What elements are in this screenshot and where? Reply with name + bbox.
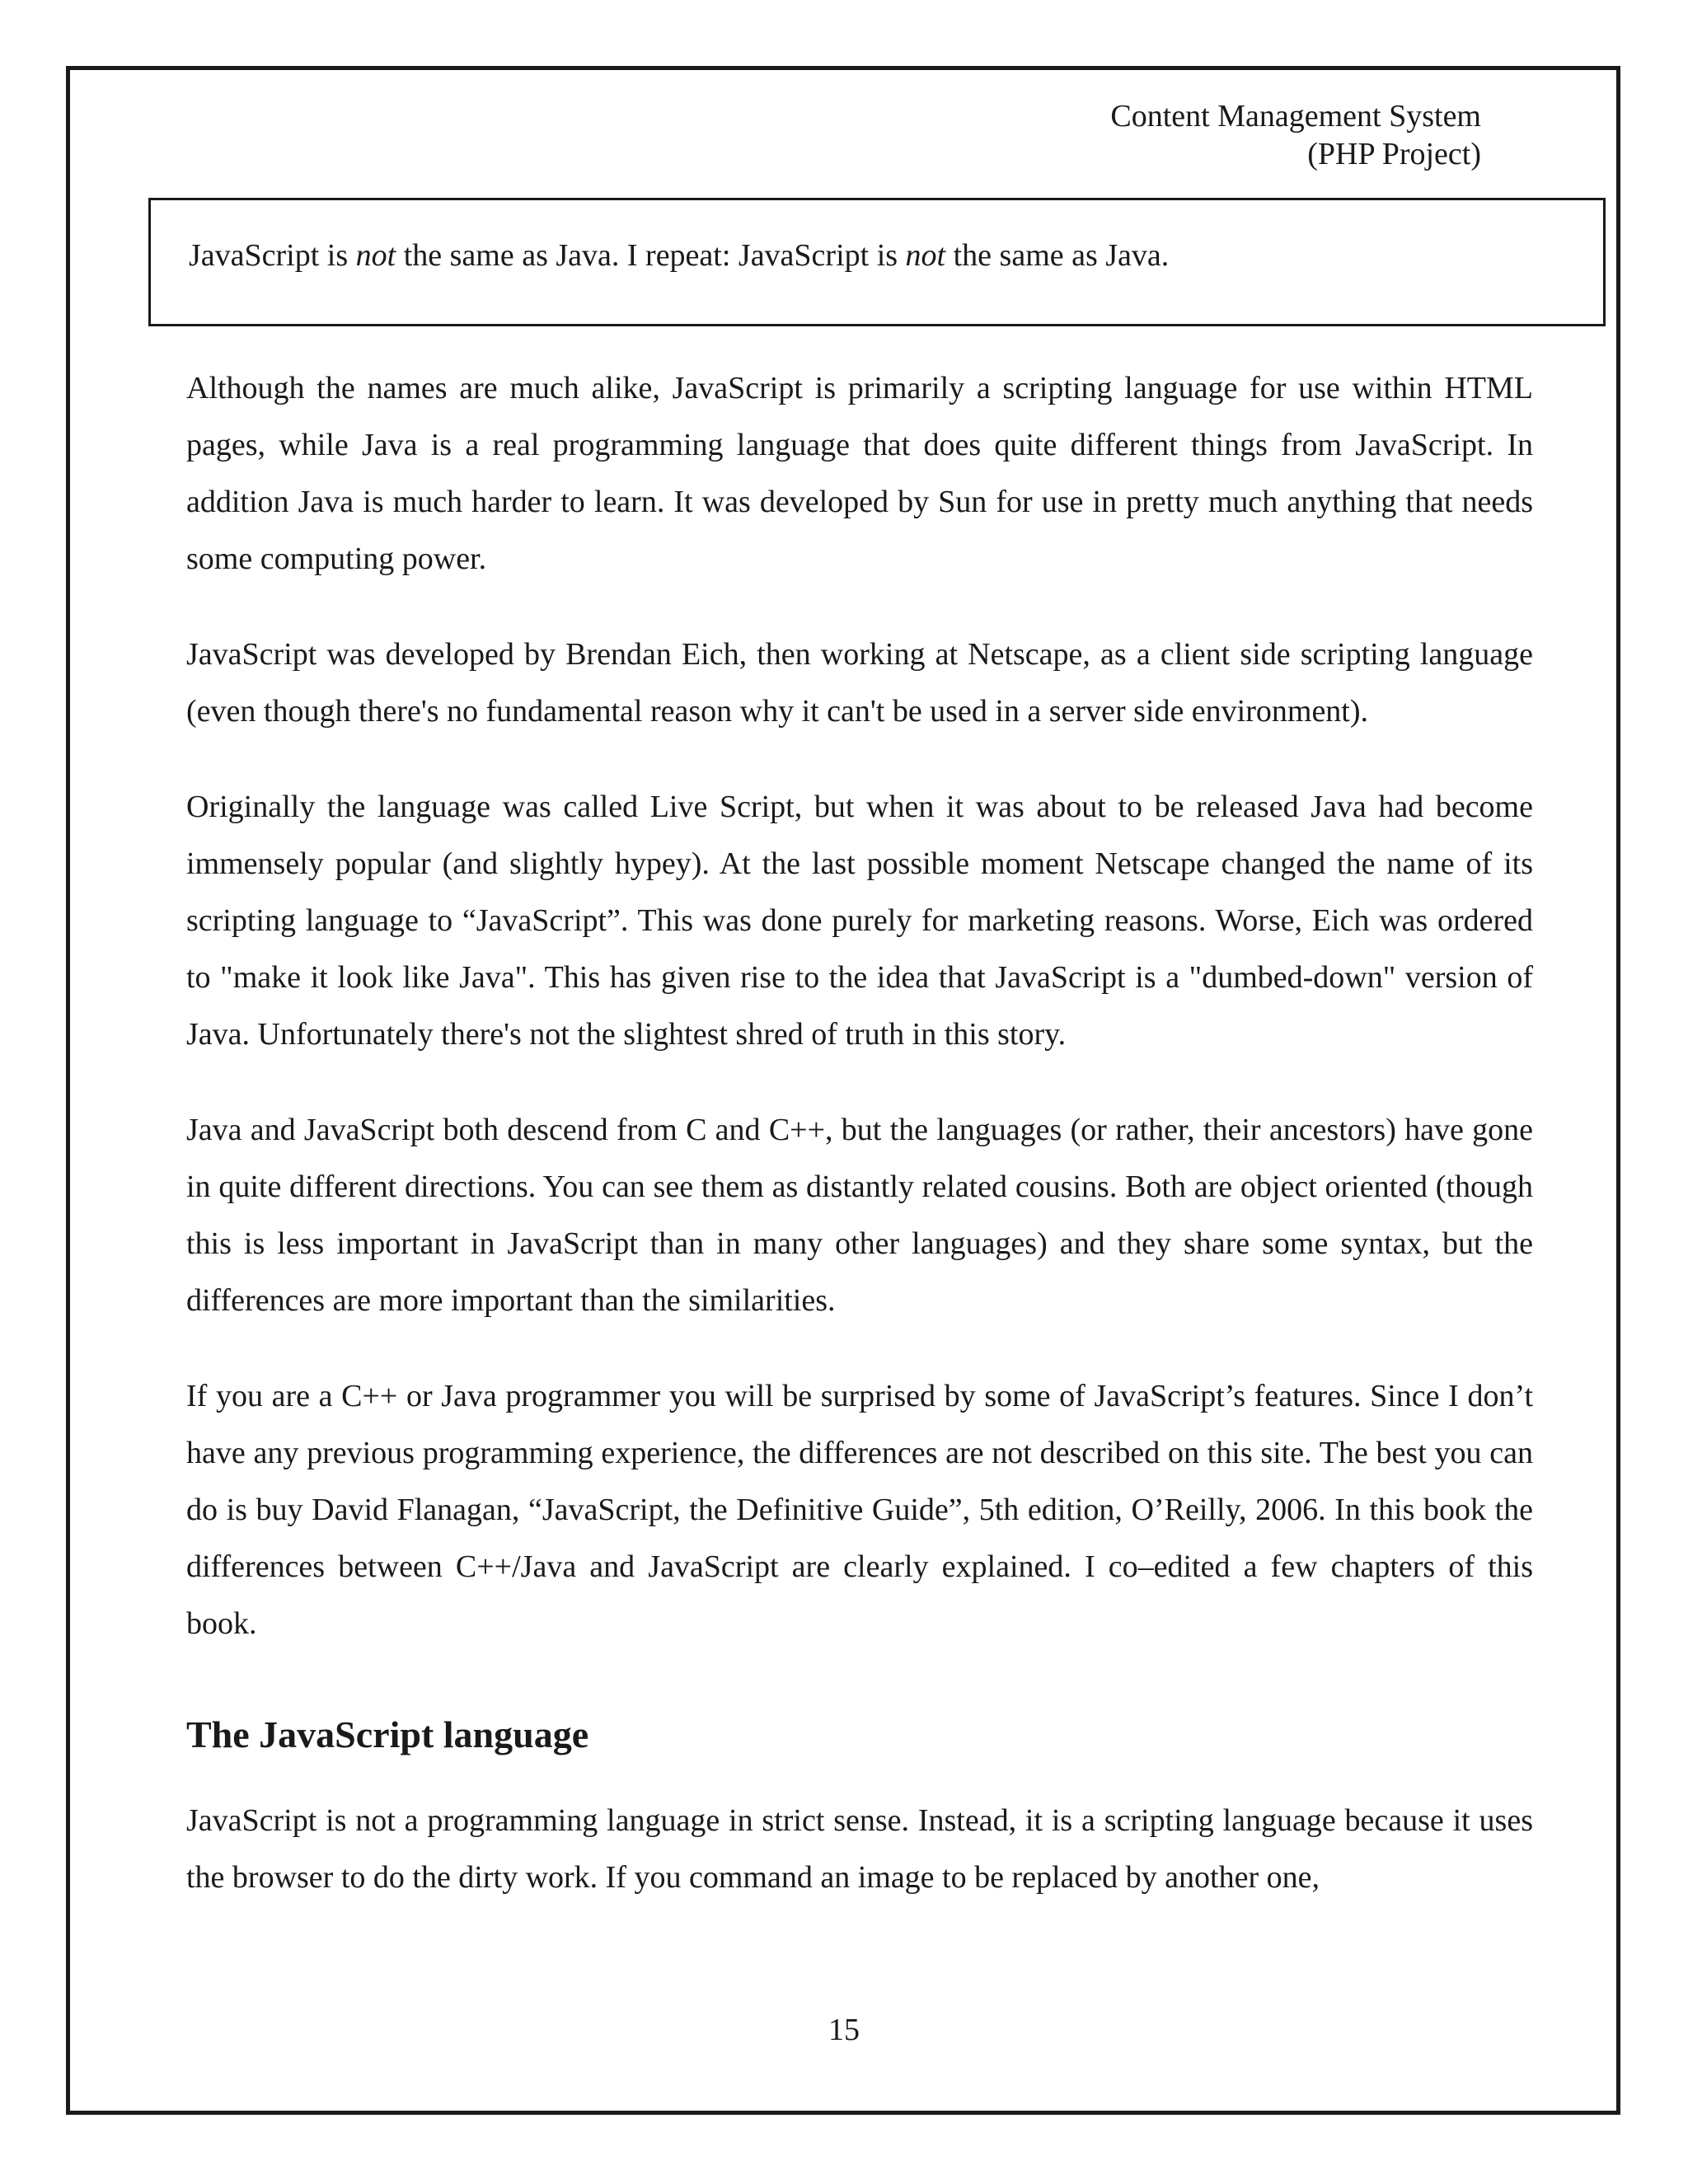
running-header xyxy=(1110,97,1481,173)
paragraph-live-script: Originally the language was called Live Script, but when it was about to be released Java had become immensely popular (and slightly hypey). At the last possible moment Netscape changed the name of its scripting language to “JavaScript”. This was done purely for marketing reasons. Worse, Eich was ordered to "make it look like Java". This has given rise to the idea that JavaScript is a "dumbed-down" version of Java. Unfortunately there's not the slightest shred of truth in this story. xyxy=(186,790,1533,1052)
page-number: 15 xyxy=(828,2013,860,2047)
paragraph-brendan-eich: JavaScript was developed by Brendan Eich, then working at Netscape, as a client side scripting language (even though there's no fundamental reason why it can't be used in a server side environment). xyxy=(186,637,1533,729)
callout-box xyxy=(148,198,1606,326)
paragraph-cpp-programmer: If you are a C++ or Java programmer you will be surprised by some of JavaScript’s features. Since I don’t have any previous programming experience, the differences are not described on this site. The best you can do is buy David Flanagan, “JavaScript, the Definitive Guide”, 5th edition, O’Reilly, 2006. In this book the differences between C++/Java and JavaScript are clearly explained. I co–edited a few chapters of this book. xyxy=(186,1379,1533,1641)
header-title: Content Management System xyxy=(1110,99,1481,134)
callout-text-1: JavaScript is xyxy=(189,238,356,273)
callout-text-2: the same as Java. I repeat: JavaScript is xyxy=(396,238,906,273)
body-text xyxy=(186,360,1533,1945)
callout-emphasis-2: not xyxy=(905,238,946,273)
section-heading: The JavaScript language xyxy=(186,1713,589,1755)
paragraph-scripting-language: JavaScript is not a programming language in strict sense. Instead, it is a scripting language because it uses the browser to do the dirty work. If you command an image to be replaced by another one, xyxy=(186,1803,1533,1895)
callout-emphasis-1: not xyxy=(355,238,396,273)
paragraph-c-descent: Java and JavaScript both descend from C and C++, but the languages (or rather, their ancestors) have gone in quite different directions. You can see them as distantly related cousins. Both are object oriented (though this is less important in JavaScript than in many other languages) and they share some syntax, but the differences are more important than the similarities. xyxy=(186,1113,1533,1318)
paragraph-java-vs-javascript: Although the names are much alike, JavaScript is primarily a scripting language for use within HTML pages, while Java is a real programming language that does quite different things from JavaScript. In addition Java is much harder to learn. It was developed by Sun for use in pretty much anything that needs some computing power. xyxy=(186,371,1533,576)
callout-text-3: the same as Java. xyxy=(945,238,1170,273)
header-subtitle: (PHP Project) xyxy=(1307,137,1481,171)
